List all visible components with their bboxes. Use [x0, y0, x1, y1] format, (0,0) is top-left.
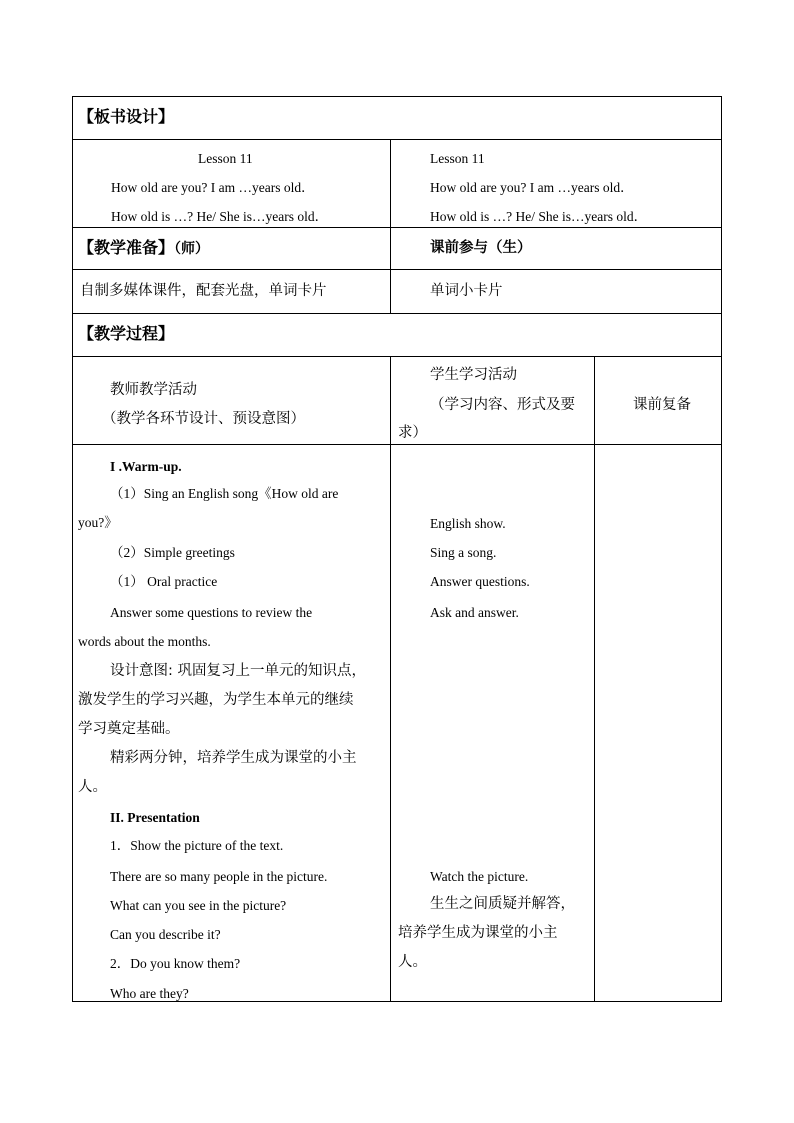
col3-title: 课前复备 — [633, 397, 691, 413]
review-line-b: words about the months. — [78, 634, 211, 649]
preparation-heading-teacher: 【教学准备】 — [78, 238, 175, 257]
intent-line-b: 激发学生的学习兴趣，为学生本单元的继续 — [78, 692, 354, 708]
col2-subtitle-a: （学习内容、形式及要 — [430, 397, 575, 413]
warmup-item1-a: （1）Sing an English song《How old are — [110, 486, 339, 501]
warmup-item2: （2）Simple greetings — [110, 545, 235, 560]
col1-title: 教师教学活动 — [110, 382, 197, 398]
table-border-top — [72, 96, 722, 97]
intent-line-c: 学习奠定基础。 — [78, 721, 180, 737]
board-right-line1: How old are you? I am …years old． — [430, 180, 634, 195]
presentation-p5: 2．Do you know them? — [110, 956, 241, 971]
presentation-p2: There are so many people in the picture. — [110, 869, 328, 884]
intent-line-a: 设计意图: 巩固复习上一单元的知识点， — [110, 663, 366, 679]
board-design-heading: 【板书设计】 — [78, 107, 175, 126]
board-left-line2: How old is …? He/ She is…years old． — [111, 209, 329, 224]
warmup-item1-b: you?》 — [78, 515, 118, 530]
table-border-right — [721, 96, 722, 1002]
col2-subtitle-b: 求） — [398, 425, 427, 441]
column-divider — [390, 356, 391, 1002]
board-right-title: Lesson 11 — [430, 151, 485, 166]
rule — [72, 269, 722, 270]
preparation-student-heading: 课前参与（生） — [430, 240, 532, 256]
preparation-heading — [78, 239, 209, 258]
warmup-item3: （1） Oral practice — [110, 574, 218, 589]
student-s1: English show. — [430, 516, 506, 531]
presentation-p4: Can you describe it? — [110, 927, 221, 942]
student-s6-c: 人。 — [398, 954, 427, 970]
student-s6-a: 生生之间质疑并解答， — [430, 896, 575, 912]
show-line-a: 精彩两分钟，培养学生成为课堂的小主 — [110, 750, 357, 766]
student-s2: Sing a song. — [430, 545, 497, 560]
col1-subtitle: （教学各环节设计、预设意图） — [102, 411, 305, 427]
col2-title: 学生学习活动 — [430, 367, 517, 383]
presentation-p1: 1．Show the picture of the text. — [110, 838, 284, 853]
process-heading: 【教学过程】 — [78, 324, 175, 343]
column-divider — [390, 139, 391, 313]
rule — [72, 356, 722, 357]
column-divider — [594, 356, 595, 1002]
show-line-b: 人。 — [78, 779, 107, 795]
rule — [72, 227, 722, 228]
student-s3: Answer questions. — [430, 574, 530, 589]
presentation-title: II. Presentation — [110, 810, 200, 825]
presentation-p3: What can you see in the picture? — [110, 898, 287, 913]
review-line-a: Answer some questions to review the — [110, 605, 313, 620]
preparation-teacher-content: 自制多媒体课件，配套光盘，单词卡片 — [80, 283, 327, 299]
lesson-plan-table — [72, 96, 722, 1002]
rule — [72, 444, 722, 445]
preparation-student-content: 单词小卡片 — [430, 283, 503, 299]
presentation-p6: Who are they? — [110, 986, 189, 1001]
board-left-line1: How old are you? I am …years old． — [111, 180, 315, 195]
board-right-line2: How old is …? He/ She is…years old． — [430, 209, 648, 224]
rule — [72, 313, 722, 314]
student-s6-b: 培养学生成为课堂的小主 — [398, 925, 558, 941]
preparation-heading-suffix: （师） — [174, 241, 210, 257]
student-s4: Ask and answer. — [430, 605, 519, 620]
warmup-title: I .Warm-up. — [110, 459, 182, 474]
rule — [72, 139, 722, 140]
student-s5: Watch the picture. — [430, 869, 529, 884]
board-left-title: Lesson 11 — [198, 151, 253, 166]
table-border-left — [72, 96, 73, 1002]
